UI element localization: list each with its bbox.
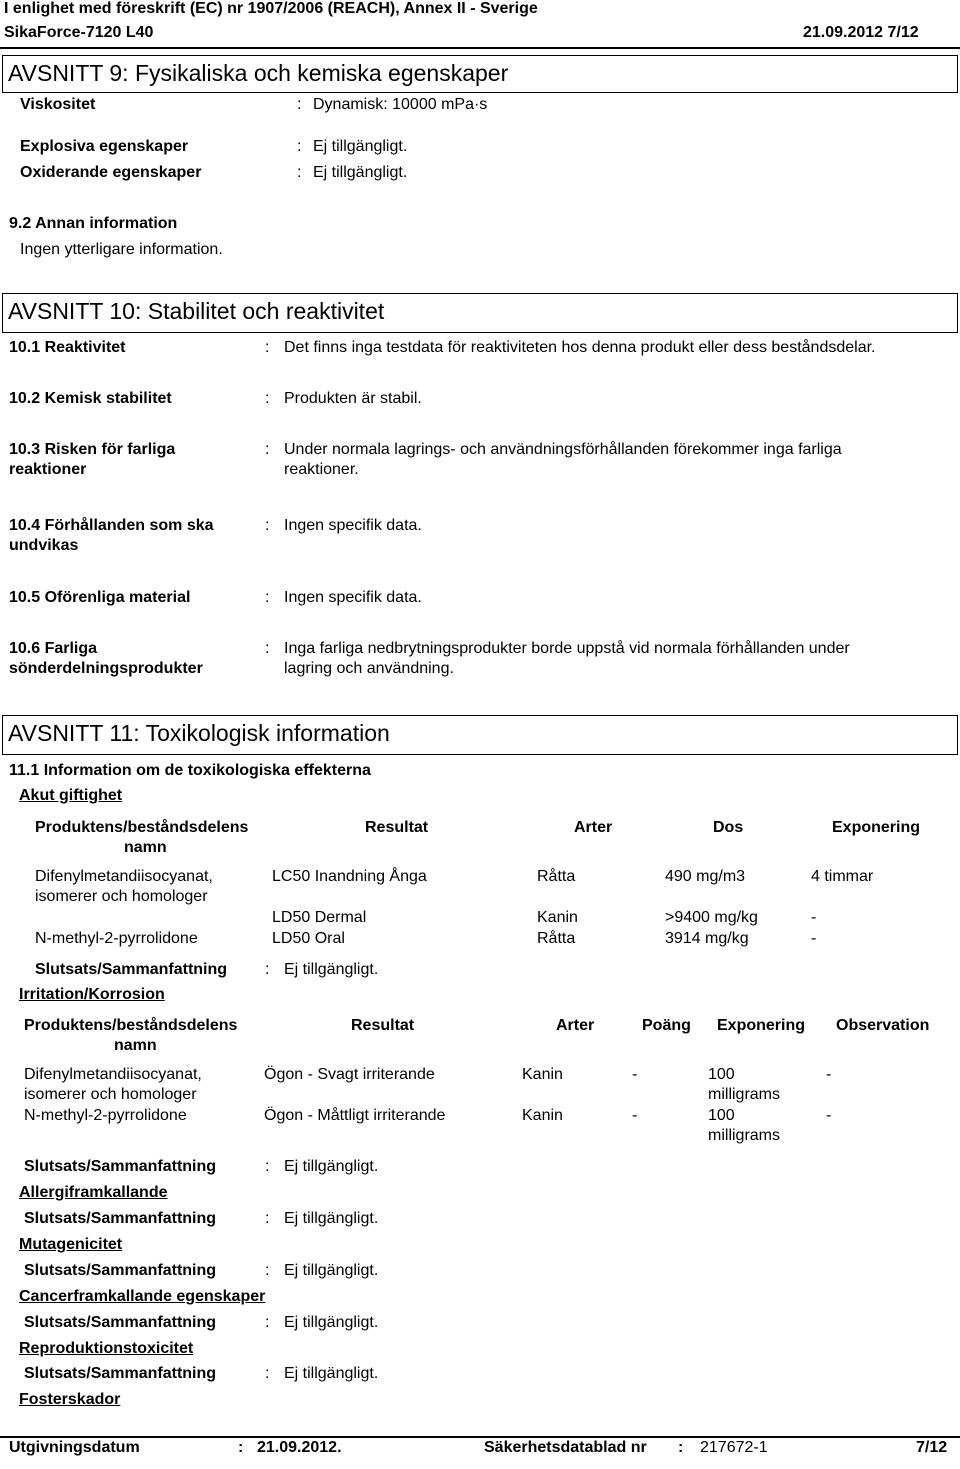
summary-value: Ej tillgängligt. xyxy=(284,1314,379,1331)
summary-label: Slutsats/Sammanfattning xyxy=(24,1365,217,1382)
colon: : xyxy=(265,517,270,534)
table-cell: - xyxy=(811,909,817,926)
reproductive-toxicity-heading: Reproduktionstoxicitet xyxy=(19,1340,194,1357)
colon: : xyxy=(265,589,270,606)
table-cell: 100 xyxy=(708,1107,735,1124)
subsection-text: Ingen ytterligare information. xyxy=(20,241,223,258)
table-cell: Ögon - Svagt irriterande xyxy=(264,1066,435,1083)
field-label: 10.4 Förhållanden som ska xyxy=(9,517,214,534)
table-cell: milligrams xyxy=(708,1086,780,1103)
table-header: Produktens/beståndsdelens xyxy=(35,819,249,836)
table-header: Arter xyxy=(556,1017,595,1034)
colon: : xyxy=(265,1365,270,1382)
prop-value: Ej tillgängligt. xyxy=(313,138,408,155)
colon: : xyxy=(265,640,270,657)
table-header: Exponering xyxy=(832,819,921,836)
colon: : xyxy=(265,339,270,356)
field-label: 10.2 Kemisk stabilitet xyxy=(9,390,172,407)
field-value: Inga farliga nedbrytningsprodukter borde uppstå vid normala förhållanden under xyxy=(284,640,850,657)
colon: : xyxy=(297,164,302,181)
header-date-page: 21.09.2012 7/12 xyxy=(803,24,919,41)
summary-label: Slutsats/Sammanfattning xyxy=(24,1314,217,1331)
field-value: Under normala lagrings- och användningsförhållanden förekommer inga farliga xyxy=(284,441,842,458)
table-header: namn xyxy=(124,839,167,856)
regulation-line: I enlighet med föreskrift (EC) nr 1907/2006 (REACH), Annex II - Sverige xyxy=(4,0,538,17)
colon: : xyxy=(297,96,302,113)
field-label: 10.1 Reaktivitet xyxy=(9,339,126,356)
table-cell: Kanin xyxy=(522,1107,563,1124)
subsection-title: 9.2 Annan information xyxy=(9,215,178,232)
table-cell: >9400 mg/kg xyxy=(665,909,758,926)
table-header: Resultat xyxy=(365,819,429,836)
section11-title: AVSNITT 11: Toxikologisk information xyxy=(8,720,390,746)
prop-label: Explosiva egenskaper xyxy=(20,138,189,155)
summary-label: Slutsats/Sammanfattning xyxy=(24,1158,217,1175)
field-label: 10.3 Risken för farliga xyxy=(9,441,176,458)
acute-toxicity-heading: Akut giftighet xyxy=(19,787,123,804)
table-cell: Råtta xyxy=(537,868,576,885)
colon: : xyxy=(238,1439,244,1456)
footer-rule xyxy=(0,1436,960,1438)
table-cell: - xyxy=(811,930,817,947)
section10-title: AVSNITT 10: Stabilitet och reaktivitet xyxy=(8,298,385,324)
table-cell: Ögon - Måttligt irriterande xyxy=(264,1107,446,1124)
table-header: Observation xyxy=(836,1017,930,1034)
section9-title: AVSNITT 9: Fysikaliska och kemiska egenskaper xyxy=(8,60,509,86)
table-cell: Råtta xyxy=(537,930,576,947)
mutagenicity-heading: Mutagenicitet xyxy=(19,1236,123,1253)
table-header: Produktens/beståndsdelens xyxy=(24,1017,238,1034)
table-cell: isomerer och homologer xyxy=(35,888,208,905)
table-cell: - xyxy=(632,1107,638,1124)
summary-label: Slutsats/Sammanfattning xyxy=(24,1262,217,1279)
allergy-heading: Allergiframkallande xyxy=(19,1184,168,1201)
prop-label: Viskositet xyxy=(20,96,96,113)
summary-label: Slutsats/Sammanfattning xyxy=(24,1210,217,1227)
field-value: reaktioner. xyxy=(284,461,359,478)
table-header: namn xyxy=(114,1037,157,1054)
footer-sds-number: 217672-1 xyxy=(700,1439,768,1456)
table-cell: Difenylmetandiisocyanat, xyxy=(24,1066,202,1083)
prop-label: Oxiderande egenskaper xyxy=(20,164,202,181)
colon: : xyxy=(265,390,270,407)
table-cell: Kanin xyxy=(537,909,578,926)
summary-value: Ej tillgängligt. xyxy=(284,961,379,978)
table-cell: - xyxy=(826,1066,832,1083)
table-header: Poäng xyxy=(642,1017,691,1034)
footer-page-number: 7/12 xyxy=(916,1439,948,1456)
prop-value: Ej tillgängligt. xyxy=(313,164,408,181)
summary-value: Ej tillgängligt. xyxy=(284,1365,379,1382)
subsection-title: 11.1 Information om de toxikologiska effekterna xyxy=(9,762,371,779)
teratogenicity-heading: Fosterskador xyxy=(19,1391,121,1408)
summary-value: Ej tillgängligt. xyxy=(284,1210,379,1227)
field-value: Ingen specifik data. xyxy=(284,517,422,534)
table-header: Dos xyxy=(713,819,744,836)
table-cell: - xyxy=(826,1107,832,1124)
field-value: Ingen specifik data. xyxy=(284,589,422,606)
colon: : xyxy=(265,1158,270,1175)
field-value: lagring och användning. xyxy=(284,660,454,677)
table-cell: 490 mg/m3 xyxy=(665,868,746,885)
header-rule xyxy=(0,47,960,49)
colon: : xyxy=(265,961,270,978)
table-cell: LC50 Inandning Ånga xyxy=(272,868,427,885)
summary-value: Ej tillgängligt. xyxy=(284,1158,379,1175)
footer-sds-label: Säkerhetsdatablad nr xyxy=(484,1439,647,1456)
colon: : xyxy=(265,1262,270,1279)
footer-issue-label: Utgivningsdatum xyxy=(9,1439,140,1456)
irritation-heading: Irritation/Korrosion xyxy=(19,986,165,1003)
table-cell: N-methyl-2-pyrrolidone xyxy=(35,930,198,947)
table-cell: LD50 Dermal xyxy=(272,909,367,926)
table-cell: N-methyl-2-pyrrolidone xyxy=(24,1107,187,1124)
field-label: undvikas xyxy=(9,537,79,554)
product-name: SikaForce-7120 L40 xyxy=(4,24,154,41)
table-cell: 3914 mg/kg xyxy=(665,930,749,947)
table-cell: milligrams xyxy=(708,1127,780,1144)
colon: : xyxy=(678,1439,684,1456)
colon: : xyxy=(265,441,270,458)
colon: : xyxy=(265,1210,270,1227)
field-label: 10.5 Oförenliga material xyxy=(9,589,191,606)
field-label: 10.6 Farliga xyxy=(9,640,98,657)
table-cell: Difenylmetandiisocyanat, xyxy=(35,868,213,885)
summary-label: Slutsats/Sammanfattning xyxy=(35,961,228,978)
table-header: Exponering xyxy=(717,1017,806,1034)
table-cell: Kanin xyxy=(522,1066,563,1083)
table-header: Resultat xyxy=(351,1017,415,1034)
field-value: Produkten är stabil. xyxy=(284,390,422,407)
colon: : xyxy=(297,138,302,155)
prop-value: Dynamisk: 10000 mPa·s xyxy=(313,96,488,113)
field-label: sönderdelningsprodukter xyxy=(9,660,203,677)
field-value: Det finns inga testdata för reaktiviteten hos denna produkt eller dess beståndsdelar. xyxy=(284,339,876,356)
colon: : xyxy=(265,1314,270,1331)
carcinogenicity-heading: Cancerframkallande egenskaper xyxy=(19,1288,266,1305)
field-label: reaktioner xyxy=(9,461,87,478)
table-cell: LD50 Oral xyxy=(272,930,345,947)
table-cell: isomerer och homologer xyxy=(24,1086,197,1103)
summary-value: Ej tillgängligt. xyxy=(284,1262,379,1279)
table-cell: 100 xyxy=(708,1066,735,1083)
table-cell: - xyxy=(632,1066,638,1083)
table-header: Arter xyxy=(574,819,613,836)
table-cell: 4 timmar xyxy=(811,868,874,885)
footer-issue-date: 21.09.2012. xyxy=(257,1439,342,1456)
